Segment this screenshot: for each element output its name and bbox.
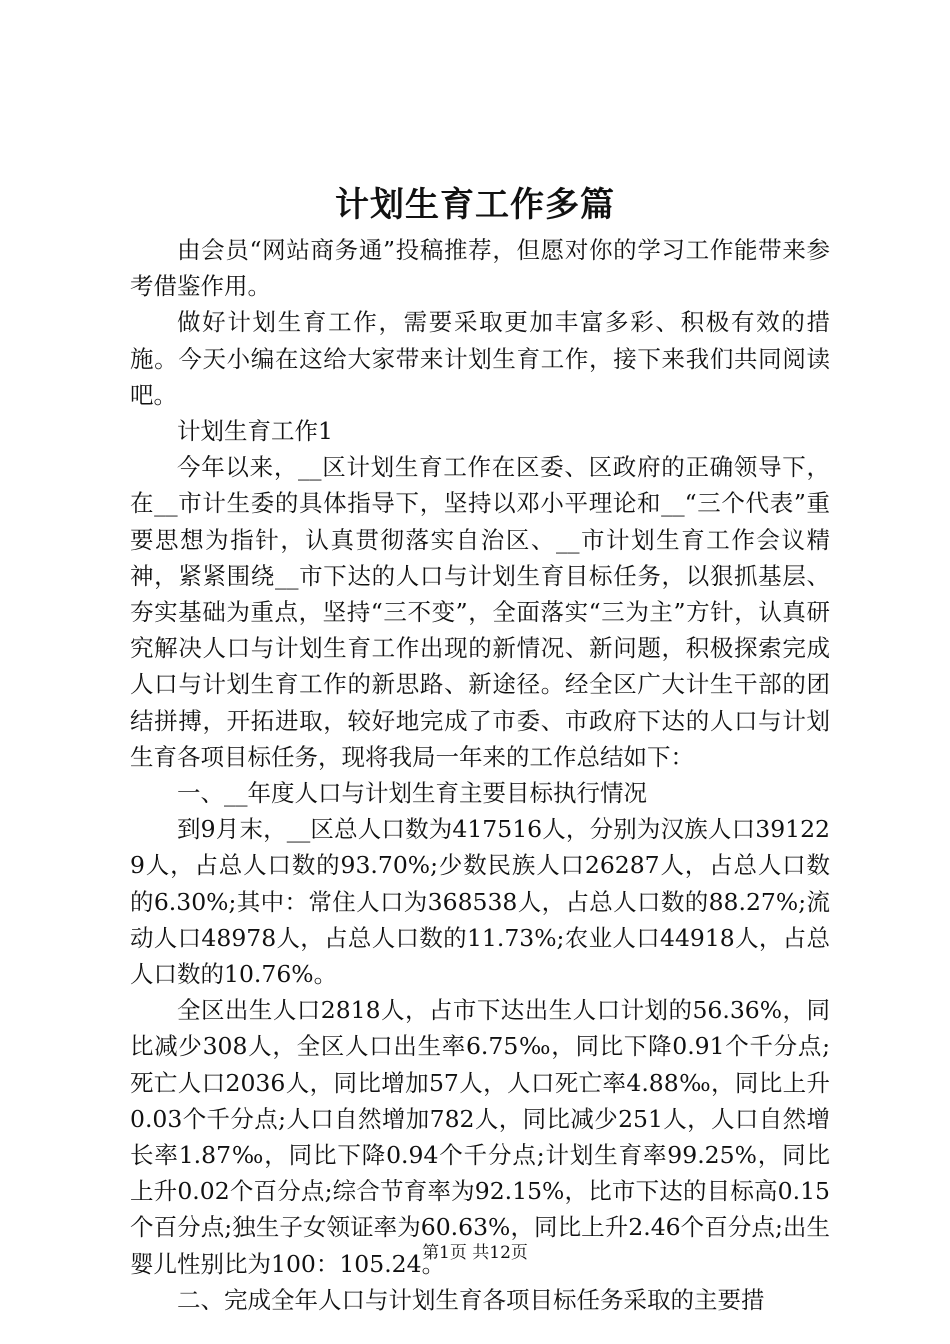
paragraph-intro: 由会员“网站商务通”投稿推荐，但愿对你的学习工作能带来参考借鉴作用。 [130, 236, 830, 301]
paragraph-summary: 今年以来，__区计划生育工作在区委、区政府的正确领导下，在__市计生委的具体指导下，坚持以邓小平理论和__“三个代表”重要思想为指针，认真贯彻落实自治区、__市计划生育工作会议精神，紧紧围绕__市下达的人口与计划生育目标任务，以狠抓基层、夯实基础为重点，坚持“三不变”，全面落实“三为主”方针，认真研究解决人口与计划生育工作出现的新情况、新问题，积极探索完成人口与计划生育工作的新思路、新途径。经全区广大计生干部的团结拼搏，开拓进取，较好地完成了市委、市政府下达的人口与计划生育各项目标任务，现将我局一年来的工作总结如下： [130, 453, 830, 771]
subsection-heading-1: 一、__年度人口与计划生育主要目标执行情况 [177, 779, 647, 808]
document-body [130, 232, 830, 1318]
paragraph-birth-stats: 全区出生人口2818人，占市下达出生人口计划的56.36%，同比减少308人，全区人口出生率6.75‰，同比下降0.91个千分点;死亡人口2036人，同比增加57人，人口死亡率4.88‰，同比上升0.03个千分点;人口自然增加782人，同比减少251人，人口自然增长率1.87‰，同比下降0.94个千分点;计划生育率99.25%，同比上升0.02个百分点;综合节育率为92.15%，比市下达的目标高0.15个百分点;独生子女领证率为60.63%，同比上升2.46个百分点;出生婴儿性别比为100：105.24。 [130, 996, 830, 1278]
section-heading-1: 计划生育工作1 [177, 417, 333, 446]
paragraph-lead: 做好计划生育工作，需要采取更加丰富多彩、积极有效的措施。今天小编在这给大家带来计划生育工作，接下来我们共同阅读吧。 [130, 308, 830, 409]
document-title: 计划生育工作多篇 [335, 185, 615, 225]
subsection-heading-2: 二、完成全年人口与计划生育各项目标任务采取的主要措 [177, 1285, 765, 1314]
paragraph-population: 到9月末，__区总人口数为417516人，分别为汉族人口391229人，占总人口数的93.70%;少数民族人口26287人，占总人口数的6.30%;其中：常住人口为368538人，占总人口数的88.27%;流动人口48978人，占总人口数的11.73%;农业人口44918人，占总人口数的10.76%。 [130, 815, 830, 989]
page-footer: 第1页 共12页 [422, 1243, 528, 1263]
